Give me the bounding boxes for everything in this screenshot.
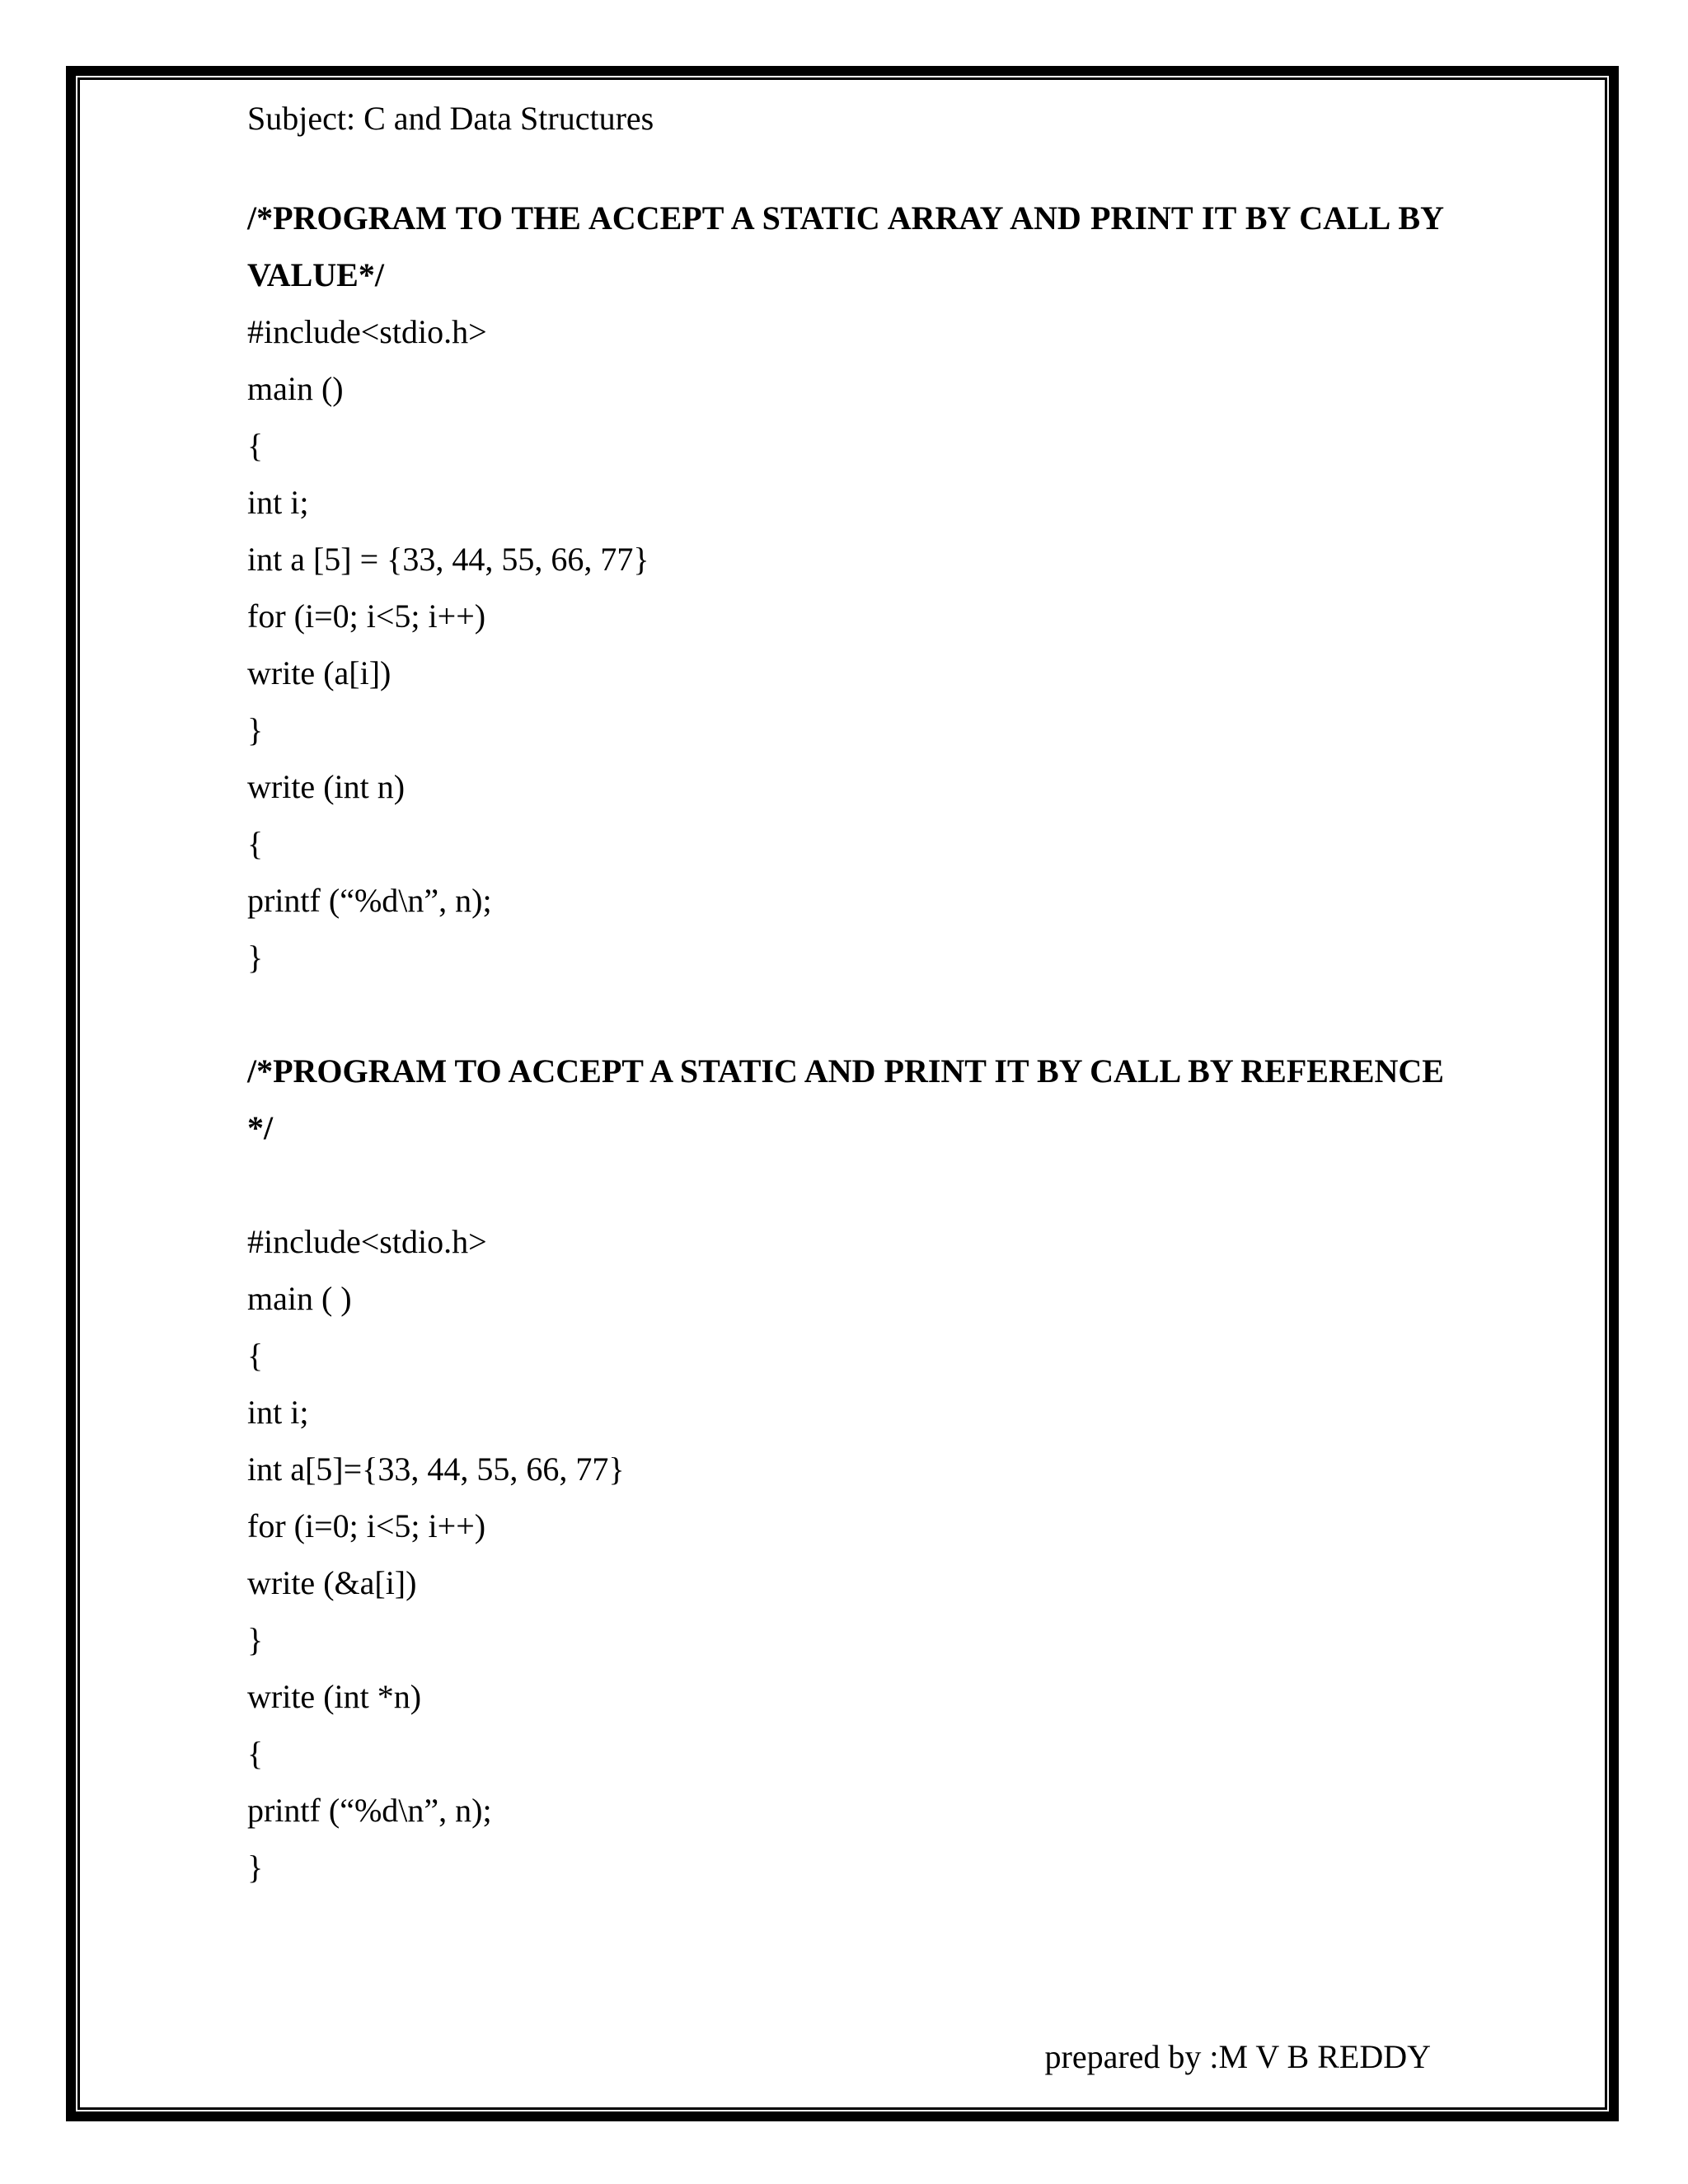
- code-line: int a[5]={33, 44, 55, 66, 77}: [247, 1451, 625, 1488]
- code-line: #include<stdio.h>: [247, 313, 487, 350]
- code-line: int a [5] = {33, 44, 55, 66, 77}: [247, 541, 649, 578]
- footer-credit: prepared by :M V B REDDY: [1044, 2038, 1431, 2075]
- code-line: write (a[i]): [247, 654, 392, 691]
- code-line: #include<stdio.h>: [247, 1223, 487, 1260]
- code-line: }: [247, 1849, 264, 1886]
- heading-spacer: [247, 1156, 1444, 1213]
- code-line: int i;: [247, 1394, 309, 1431]
- code-line: for (i=0; i<5; i++): [247, 1507, 486, 1544]
- code-line: main (): [247, 370, 344, 407]
- code-line: main ( ): [247, 1280, 352, 1317]
- code-line: printf (“%d\n”, n);: [247, 882, 492, 919]
- program-1-heading: /*PROGRAM TO THE ACCEPT A STATIC ARRAY AND PRINT IT BY CALL BY VALUE*/: [247, 199, 1444, 293]
- code-line: }: [247, 711, 264, 748]
- subject-line: Subject: C and Data Structures: [247, 100, 654, 137]
- section-spacer: [247, 986, 1444, 1043]
- code-line: write (&a[i]): [247, 1564, 417, 1601]
- code-line: }: [247, 1621, 264, 1658]
- code-line: write (int n): [247, 768, 406, 805]
- code-line: }: [247, 939, 264, 976]
- program-2-heading: /*PROGRAM TO ACCEPT A STATIC AND PRINT IT BY CALL BY REFERENCE */: [247, 1052, 1444, 1146]
- page-content: [247, 91, 1444, 1896]
- code-line: {: [247, 1337, 264, 1374]
- code-line: printf (“%d\n”, n);: [247, 1792, 492, 1829]
- code-line: {: [247, 427, 264, 464]
- code-line: for (i=0; i<5; i++): [247, 598, 486, 635]
- program-2-code: [247, 1213, 1444, 1896]
- code-line: int i;: [247, 484, 309, 521]
- code-line: {: [247, 825, 264, 862]
- code-line: write (int *n): [247, 1678, 422, 1715]
- program-1-code: [247, 303, 1444, 986]
- code-line: {: [247, 1735, 264, 1772]
